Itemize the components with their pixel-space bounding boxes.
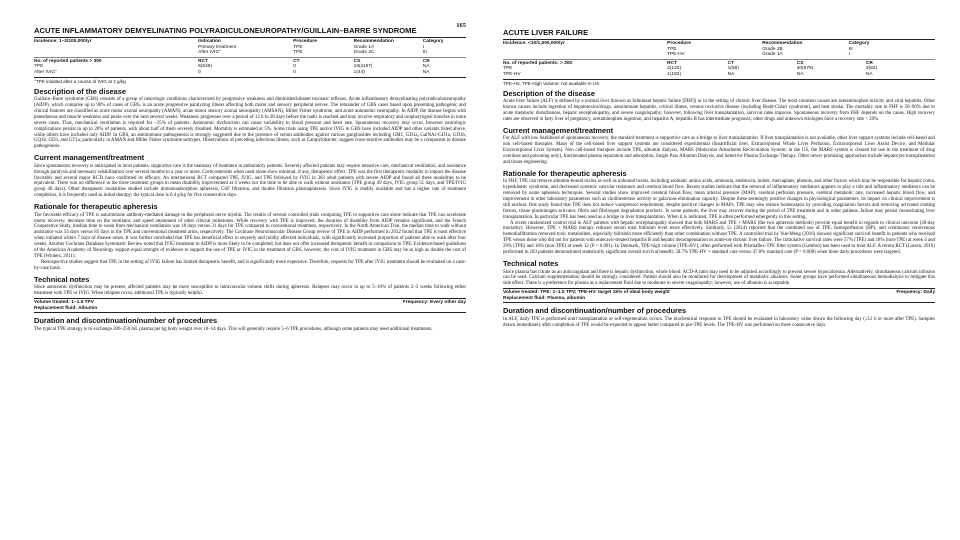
section-paragraph: Guillain–Barre syndrome (GBS) consists of a group of neurologic conditions characterized by progressive weakness and diminished/absent myotatic reflexes. Acute inflammatory demyelinating polyradiculoneuropathy (AIDP), which comprise up to 90% of cases of GBS, is an acute progressive paralyzing illness affecting both motor and sensory peripheral nerves. The remainder of GBS cases based upon presenting pathogenic and clinical features are classified as acute motor axonal neuropathy (AMAN), acute motor sensory axonal neuropathy (AMSAN), Miller Fisher syndrome, and acute autonomic neuropathy. In AIDP, the disease begins with paresthesias and muscle weakness and peaks over the next several weeks. Weakness progresses over a period of 12 h to 28 days before the nadir is reached and may involve respiratory and oropharyngeal muscles in more severe cases. Thus, mechanical ventilation is required for ~25% of patients. Autonomic dysfunction can cause variability in blood pressure and heart rate. Spontaneous recovery may occur, however neurologic complications persist in up to 20% of patients, with about half of them severely disabled. Mortality is estimated at 5%. Some trials using TPE and/or IVIG in GBS have included AIDP and other variants listed above, while others have included only AIDP. In GBS, an autoimmune pathogenesis is strongly suggested due to the presence of serum antibodies against various gangliosides including GM1, GD1a, GalNAc-GD1a, GD1b, GQ1b, GD3, and GT1a, particularly in AMAN and Miller Fisher syndrome subtypes. Observations of preceding infectious illness, such as Campylobacter, suggest cross-reactive antibodies may be a component in disease pathogenesis.: [34, 97, 466, 150]
col-header: CS: [796, 60, 804, 66]
table-cell: After IVIG°: [34, 69, 57, 75]
section-heading: Technical notes: [503, 259, 559, 268]
section-heading: Technical notes: [34, 274, 90, 284]
divider: [503, 79, 935, 80]
col-header: CR: [422, 58, 430, 64]
divider: [503, 302, 935, 303]
col-header: RCT: [198, 58, 209, 64]
col-header: CT: [727, 60, 735, 66]
section-paragraph: In FHF, TPE can remove albumin-bound toxins as well as unbound toxins, including aromatic amino acids, ammonia, endotoxin, indols, mercaptans, phenols, and other factors which may be responsible for hepatic coma, hyperkinetic syndrome, and decreased systemic vascular resistance and cerebral blood flow. Recent studies indicate that the removal of inflammatory mediators appears to play a role and inflammatory mediators can be removed by some apheresis techniques. Several studies show improved cerebral blood flow, mean arterial pressure (MAP), cerebral perfusion pressure, cerebral metabolic rate, increased hepatic blood flow, and improvement in other laboratory parameters such as cholinesterase activity or galactose elimination capacity. Despite these seemingly positive changes in physiological parameters, its impact on clinical improvement is still unclear. One study found that TPE does not reduce vasopressor requirement, despite positive changes in MAPs. TPE may also restore homeostasis by providing coagulation factors and removing activated clotting factors, tissue plasminogen activator, fibrin and fibrinogen degradation products. In some patients, the liver may recover during the period of TPE treatment and in other patients, failure may persist necessitating liver transplantation. In particular TPE has been used as a bridge to liver transplantation. When it is indicated, TPE is often performed emergently in this setting.: [503, 179, 935, 220]
table-cell: I: [848, 52, 850, 58]
section-paragraph: A recent randomized control trial in ALF patients with hepatic encephalopathy showed that both MARS and TPE + MARS (the two apheresis methods) provide equal benefit in regards to clinical outcome (30-day mortality). However, TPE + MARS therapy reduced serum total bilirubin level more effectively. Similarly, Li (2014) reported that the combined use of TPE, hemoperfusion (HP), and continuous venovenous hemodiafiltration removed toxic metabolites, especially bilirubin more efficiently than other combination without TPE. A controlled trial by Yue-Meng (2016) showed significant survival benefit in patients who received TPE versus those who did not for patients with entecavir-treated hepatitis B and hepatic decompensation or acute-on-chronic liver failure. The cumulative survival rates were 57% (TPE) and 18% (non-TPE) at week 4 and 29% (TPE) and 18% (non-TPE) at week 12 (P < 0.001). In Denmark, TPE-high volume (TPE-HV), often performed with Prismaflex-TPE filter system (Gambro) has been used to treat ALF. A recent RCT (Larsen, 2016) performed in 183 patients demonstrated statistically significant overall survival benefit: 58.7% TPE-HV + standard care versus 47.8% standard care (P = 0.008) when three daily procedures were targeted.: [503, 220, 935, 256]
divider: [503, 59, 935, 60]
table-cell: TPE-HV: [503, 71, 521, 77]
indication-table: [503, 41, 935, 58]
col-header: No. of reported patients > 300: [34, 58, 102, 64]
table-cell: TPE: [503, 66, 513, 72]
table-cell: 40(576): [796, 66, 814, 72]
section-heading: Description of the disease: [503, 88, 595, 98]
table-cell: 18(1157): [353, 64, 373, 70]
table-cell: 0: [198, 69, 201, 75]
table-cell: III: [848, 46, 853, 52]
divider: [34, 312, 466, 313]
section-paragraph: The favorable efficacy of TPE is autoimmune antibody-mediated damage to the peripheral nerve myelin. The results of several controlled trials comparing TPE to supportive care alone indicate that TPE can accelerate motor recovery, decrease time on the ventilator, and speed attainment of other clinical milestones. While recovery with TPE is improved, the duration of disability from AIDP remains significant, and the French Cooperative Study, median time to wean from mechanical ventilation was 18 days versus 31 days for TPE compared to conventional treatment, respectively. In the North American Trial, the median time to walk without assistance was 53 days versus 85 days in the TPE and conventional treatment arms, respectively. The Cochrane Neuromuscular Disease Group review of TPE in AIDP performed in 2012 found that TPE is most effective when initiated within 7 days of disease onset. It was further concluded that TPE has beneficial effect in severely and mildly affected individuals, with significantly increased proportion of patients able to walk after four weeks. Another Cochrane Database Systematic Review noted that IVIG treatment in AIDP is more likely to be completed, but does not offer increased therapeutic benefit in comparison to TPE. Evidence-based guidelines of the American Academy of Neurology support equal strength of evidence to support the use of TPE or IVIG in the treatment of GBS, however, the cost of IVIG treatment in GBS may be as high as double the cost of TPE (Winters, 2011).: [34, 212, 466, 259]
page-title: ACUTE INFLAMMATORY DEMYELINATING POLYRADICULONEUROPATHY/GUILLAIN–BARRE SYNDROME: [34, 26, 417, 35]
section-paragraph: The typical TPE strategy is to exchange 200–250 mL plasma per kg body weight over 10–14 days. This will generally require 5–6 TPE procedures, although some patients may need additional treatments.: [34, 326, 433, 332]
replacement-row: [34, 306, 466, 312]
table-cell: 3(120): [667, 66, 682, 72]
left-page: [34, 22, 466, 522]
table-row: [34, 50, 466, 56]
volume-treated: Volume treated: TPE: 1–1.5 TPV; TPE-HV: target 15% of ideal body weight: [503, 290, 670, 296]
section-heading: Current management/treatment: [503, 125, 614, 135]
section-paragraph: For ALF with low likelihood of spontaneous recovery, the standard treatment is supportive care as a bridge to liver transplantation. If liver transplantation is not available, other liver support systems include cell-based and non cell-based therapies. Many of the cell-based liver support systems are considered experimental (bioartificial liver, Extracorporeal Whole Liver Perfusion, Extracorporeal Liver Assist Device, and Modular Extracorporeal Liver System). Non cell-based therapies include TPE, albumin dialysis, MARS (Molecular Adsorbents Recirculation System; in the US, the MARS system is cleared for use in the treatment of drug overdose and poisoning only), fractionated plasma separation and adsorption, Single Pass Albumin Dialysis, and Selective Plasma Exchange Therapy. Other newer promising approaches include hepatocyte transplantation and tissue engineering.: [503, 136, 935, 165]
section-paragraph: Retrospective studies suggest that TPE in the setting of IVIG failure has limited therapeutic benefit, and is significantly more expensive. Therefore, requests for TPE after IVIG treatment should be evaluated on a case-by-case basis.: [34, 259, 466, 271]
section-heading: Current management/treatment: [34, 153, 145, 163]
section-heading: Duration and discontinuation/number of procedures: [34, 316, 218, 326]
col-header: RCT: [667, 60, 678, 66]
table-footnote: °TPE initiated after a course of IVIG at 2 g/kg: [34, 78, 126, 84]
table-cell: TPE: [34, 64, 44, 70]
table-cell: TPE-HV: [667, 52, 685, 58]
section-paragraph: Since plasma has citrate as an anticoagulant and there is hepatic dysfunction, whole blood: ACD-A ratio may need to be adjusted accordingly to prevent severe hypocalcemia. Alternatively, simultaneous calcium infusion can be used. Calcium supplementation should be strongly considered. Patient should also be monitored for development of metabolic alkalosis. Some groups have performed simultaneous hemodialysis to mitigate this side effect. There is a preference for plasma as a replacement fluid due to moderate to severe coagulopathy; however, use of albumin is acceptable.: [503, 269, 935, 287]
table-cell: Primary treatment: [198, 44, 237, 50]
table-cell: I: [422, 44, 425, 50]
replacement-fluid: Replacement fluid: Albumin: [34, 305, 98, 311]
table-cell: TPE: [293, 44, 303, 50]
incidence-text: Incidence: 1–2/100,000/yr: [34, 39, 92, 44]
table-cell: NA: [865, 71, 873, 77]
col-header: Procedure: [293, 39, 317, 44]
table-cell: Grade 2B: [762, 46, 783, 52]
section-paragraph: Since spontaneous recovery is anticipated in most patients, supportive care is the mainstay of treatment in ambulatory patients. Severely affected patients may require intensive care, mechanical ventilation, and assistance through paralysis and necessary rehabilitation over several months to a year or more. Corticosteroids when used alone show minimal, if any, therapeutic effect. TPE was the first therapeutic modality to impact the disease favorably and several major RCTs have confirmed its efficacy. An international RCT compared TPE, IVIG, and TPE followed by IVIG in 383 adult patients with severe AIDP and found all three modalities to be equivalent. There was no difference in the three treatment groups in mean disability improvement at 4 weeks nor the time to be able to walk without assistance (TPE group 49 days, IVIG group 51 days, and TPE/IVIG group 40 days). Other therapeutic modalities studied include immunoadsorption apheresis, CSF filtration, and double filtration plasmapheresis. Since IVIG is readily available and has a higher rate of treatment completion, it is frequently used as initial therapy; the typical dose is 0.4 g/kg for five consecutive days.: [34, 163, 466, 199]
divider: [34, 77, 466, 78]
table-cell: 6(649): [198, 64, 213, 70]
right-page: [503, 22, 935, 522]
table-cell: 1(58): [727, 66, 739, 72]
col-header: CT: [293, 58, 300, 64]
table-cell: 0: [293, 69, 296, 75]
replacement-fluid: Replacement fluid: Plasma, albumin: [503, 295, 586, 301]
col-header: Procedure: [667, 41, 691, 46]
section-heading: Rationale for therapeutic apheresis: [34, 202, 158, 212]
volume-treated: Volume treated: 1–1.5 TPV: [34, 300, 94, 306]
col-header: No. of reported patients: > 300: [503, 60, 573, 66]
table-footnote: TPE-HV, TPE-High Volume; not available in US: [503, 80, 600, 86]
divider: [34, 57, 466, 58]
page-title: ACUTE LIVER FAILURE: [503, 28, 589, 37]
table-cell: NA: [727, 71, 735, 77]
table-cell: III: [422, 50, 427, 56]
replacement-row: [503, 296, 935, 302]
table-cell: NA: [422, 64, 430, 70]
section-paragraph: Acute liver failure (ALF) is defined by a normal liver (known as fulminant hepatic failure [FHF]) or in the setting of chronic liver disease. The most common causes are acetaminophen toxicity and viral hepatitis. Other known causes include ingestion of hepatotoxins/drugs, autoimmune hepatitis, critical illness, venous occlusive disease (including Budd-Chiari syndrome), and heat stroke. The mortality rate in FHF is 50–90% due to acute metabolic disturbances, hepatic encephalopathy, and severe coagulopathy; however, following liver transplantation, survival rates improve. Spontaneous recovery from FHF depends on the cause. High recovery rates are observed in fatty liver of pregnancy, acetaminophen ingestion, and hepatitis A; hepatitis B has intermediate prognosis; other drugs and unknown etiologies have a recovery rate < 20%.: [503, 99, 935, 122]
table-cell: Grade 1A: [353, 44, 375, 50]
col-header: Category: [848, 41, 870, 46]
table-cell: 0: [293, 64, 296, 70]
indication-table: [34, 39, 466, 56]
page-number: 165: [456, 22, 466, 29]
evidence-table: [34, 59, 466, 76]
section-heading: Duration and discontinuation/number of procedures: [503, 306, 687, 316]
col-header: Indication: [198, 39, 221, 44]
table-cell: 3(83): [865, 66, 878, 72]
table-cell: 1(44): [353, 69, 365, 75]
frequency: Frequency: Every other day: [402, 300, 466, 306]
table-row: [503, 72, 935, 78]
section-paragraph: In ALF, daily TPE is performed until transplantation or self-regeneration occurs. The biochemical response to TPE should be evaluated in laboratory value drawn the following day (≥12 h or more after TPE). Samples drawn immediately after completion of TPE would be expected to appear better compared to pre-TPE levels. The TPE-HV was performed on three consecutive days.: [503, 316, 935, 328]
incidence-text: Incidence: <10/1,000,000/yr: [503, 41, 565, 46]
section-heading: Description of the disease: [34, 86, 126, 96]
table-cell: NA: [422, 69, 430, 75]
col-header: CR: [865, 60, 873, 66]
table-cell: Grade 2C: [353, 50, 375, 56]
section-heading: Rationale for therapeutic apheresis: [503, 168, 627, 178]
divider: [503, 39, 935, 40]
divider: [34, 37, 466, 38]
table-cell: 1(182): [667, 71, 682, 77]
frequency: Frequency: Daily: [896, 290, 935, 296]
evidence-table: [503, 61, 935, 78]
table-row: [34, 70, 466, 76]
table-cell: After IVIG°: [198, 50, 222, 56]
col-header: Category: [422, 39, 444, 44]
col-header: Recommendation: [353, 39, 394, 44]
table-row: [503, 52, 935, 58]
table-cell: Grade 1A: [762, 52, 783, 58]
section-paragraph: Since autonomic dysfunction may be present, affected patients may be more susceptible to intravascular volume shifts during apheresis. Relapses may occur in up to 5–10% of patients 2–3 weeks following either treatment with TPE or IVIG. When relapses occur, additional TPE is typically helpful.: [34, 285, 466, 297]
table-cell: TPE: [667, 46, 677, 52]
divider: [34, 298, 466, 299]
col-header: Recommendation: [762, 41, 803, 46]
col-header: CS: [353, 58, 361, 64]
table-cell: TPE: [293, 50, 303, 56]
table-cell: NA: [796, 71, 804, 77]
